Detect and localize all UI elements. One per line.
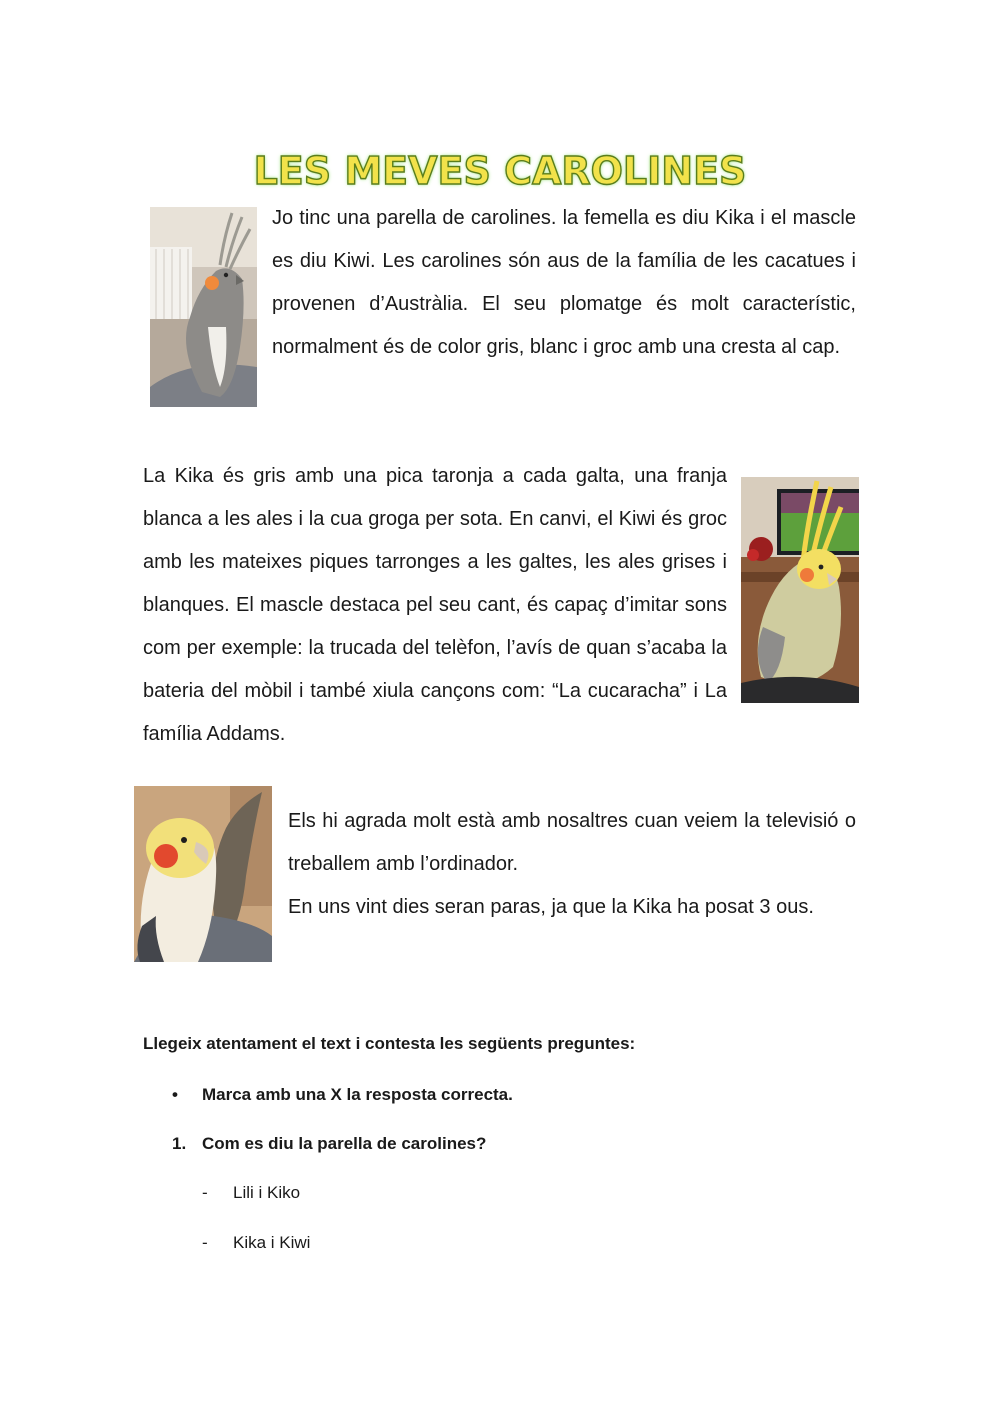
exercise-bullet xyxy=(172,1085,513,1105)
option-dash: - xyxy=(202,1183,208,1202)
page-title: LES MEVES CAROLINES xyxy=(253,149,747,194)
answer-option[interactable] xyxy=(202,1233,310,1253)
intro-paragraph: Jo tinc una parella de carolines. la femella es diu Kika i el mascle es diu Kiwi. Les carolines són aus de la família de les cacatues i provenen d’Austràlia. El seu plomatge és molt característic, normalment és de color gris, blanc i groc amb una cresta al cap. xyxy=(272,207,856,358)
option-dash: - xyxy=(202,1233,208,1252)
answer-option[interactable] xyxy=(202,1183,300,1203)
two-cockatiels-photo xyxy=(134,786,272,962)
kika-cockatiel-photo xyxy=(150,207,257,407)
closing-paragraph-line1: Els hi agrada molt està amb nosaltres cuan veiem la televisió o treballem amb l’ordinador. xyxy=(288,810,856,875)
exercise-instructions: Llegeix atentament el text i contesta les següents preguntes: xyxy=(143,1034,636,1053)
bullet-icon: • xyxy=(172,1085,178,1104)
option-label: Kika i Kiwi xyxy=(233,1233,311,1252)
question-text: Com es diu la parella de carolines? xyxy=(202,1134,487,1153)
option-label: Lili i Kiko xyxy=(233,1183,301,1202)
bullet-text: Marca amb una X la resposta correcta. xyxy=(202,1085,513,1104)
kiwi-cockatiel-photo xyxy=(741,477,859,703)
closing-paragraph xyxy=(288,800,856,929)
question-1 xyxy=(172,1134,486,1154)
question-number: 1. xyxy=(172,1134,187,1153)
description-paragraph: La Kika és gris amb una pica taronja a cada galta, una franja blanca a les ales i la cua groga per sota. En canvi, el Kiwi és groc amb les mateixes piques tarronges a les galtes, les ales grises i blanques. El mascle destaca pel seu cant, és capaç d’imitar sons com per exemple: la trucada del telèfon, l’avís de quan s’acaba la bateria del mòbil i també xiula cançons com: “La cucaracha” i La família Addams. xyxy=(143,465,727,745)
closing-paragraph-line2: En uns vint dies seran paras, ja que la Kika ha posat 3 ous. xyxy=(288,896,814,918)
